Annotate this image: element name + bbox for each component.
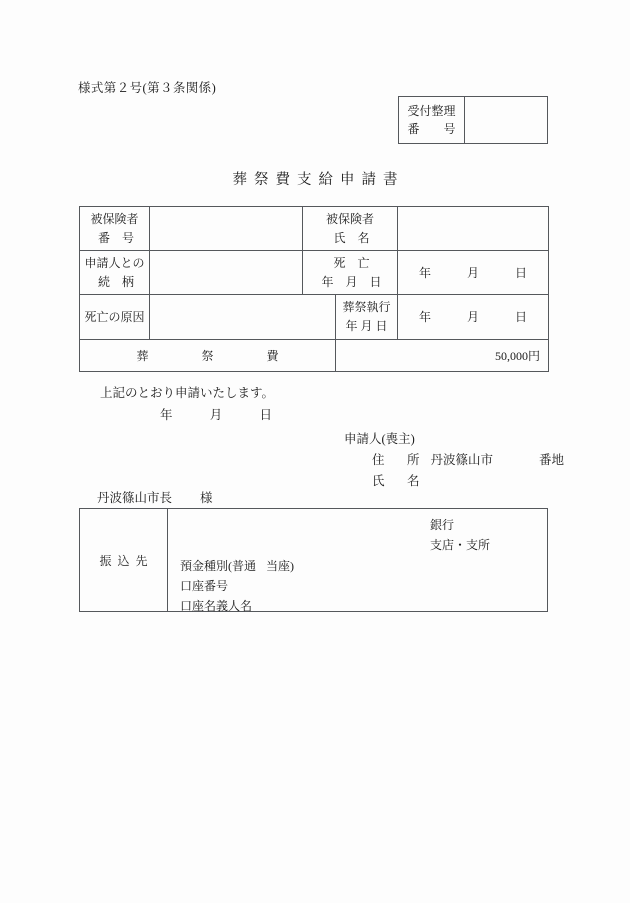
funeral-date-input[interactable] [398, 295, 549, 339]
death-date-day: 日 [514, 266, 527, 281]
insured-number-input[interactable] [150, 207, 303, 251]
funeral-fee-label [80, 339, 336, 371]
cause-of-death-input[interactable] [150, 295, 336, 339]
bank-transfer-fields [168, 509, 547, 611]
declaration-text: 上記のとおり申請いたします。 [100, 386, 275, 400]
death-date-label [303, 251, 398, 295]
funeral-date-label-line2: 年 月 日 [345, 318, 388, 333]
table-row [80, 295, 549, 339]
declaration-date[interactable] [160, 405, 272, 423]
applicant-section-title: 申請人(喪主) [344, 432, 415, 446]
bank-transfer-table [79, 508, 548, 612]
relationship-label-line1: 申請人との [84, 256, 145, 271]
insured-name-label-line2: 氏 名 [333, 230, 370, 245]
insured-name-label [303, 207, 398, 251]
applicant-details-table [79, 206, 549, 372]
account-number-field[interactable]: 口座番号 [180, 579, 229, 593]
declaration-date-year: 年 [160, 408, 173, 422]
relationship-label-line2: 続 柄 [97, 274, 134, 289]
receipt-number-label [399, 97, 465, 143]
funeral-fee-label-char1: 葬 [136, 348, 149, 363]
receipt-number-label-line1: 受付整理 [407, 104, 456, 118]
addressee-honorific: 様 [200, 491, 213, 505]
death-date-year: 年 [419, 266, 432, 281]
insured-number-label [80, 207, 150, 251]
table-row [80, 207, 549, 251]
declaration-date-month: 月 [209, 408, 223, 422]
insured-number-label-line1: 被保険者 [90, 212, 139, 226]
deposit-type-option-current: 当座) [266, 559, 294, 573]
cause-of-death-label: 死亡の原因 [80, 295, 150, 339]
insured-name-label-line1: 被保険者 [326, 212, 375, 226]
bank-transfer-label-text: 振込先 [99, 553, 154, 568]
funeral-date-month: 月 [467, 310, 480, 325]
deposit-type-field[interactable] [180, 556, 547, 576]
insured-number-label-line2: 番 号 [97, 230, 134, 245]
funeral-fee-label-char2: 祭 [201, 348, 214, 363]
applicant-address-city: 丹波篠山市 [430, 453, 494, 467]
applicant-address-row [372, 450, 564, 468]
deposit-type-label: 預金種別(普通 [180, 559, 256, 573]
addressee-line [97, 488, 213, 506]
death-date-input[interactable] [398, 251, 549, 295]
applicant-address-label: 住 所 [372, 453, 425, 467]
table-row [80, 339, 549, 371]
relationship-label [80, 251, 150, 295]
bank-branch-field[interactable]: 支店・支所 [430, 538, 491, 552]
receipt-number-input[interactable] [465, 97, 547, 143]
relationship-input[interactable] [150, 251, 303, 295]
table-row [80, 251, 549, 295]
form-number: 様式第２号(第３条関係) [78, 81, 217, 95]
receipt-number-label-line2: 番 号 [407, 122, 462, 136]
account-holder-field[interactable]: 口座名義人名 [180, 599, 253, 613]
bank-name-field[interactable]: 銀行 [430, 518, 455, 532]
funeral-date-label [336, 295, 398, 339]
applicant-address-banchi: 番地 [539, 453, 565, 467]
receipt-number-box [398, 96, 548, 144]
declaration-date-day: 日 [259, 408, 272, 422]
addressee-mayor: 丹波篠山市長 [97, 491, 173, 505]
funeral-date-year: 年 [419, 310, 432, 325]
death-date-month: 月 [467, 266, 480, 281]
applicant-name-label: 氏 名 [372, 474, 425, 488]
funeral-date-label-line1: 葬祭執行 [342, 300, 391, 315]
death-date-label-line2: 年 月 日 [321, 274, 382, 289]
applicant-name-row [372, 471, 425, 489]
insured-name-input[interactable] [398, 207, 549, 251]
page-title: 葬祭費支給申請書 [232, 172, 405, 188]
bank-transfer-label [80, 509, 168, 611]
funeral-fee-amount: 50,000円 [336, 339, 549, 371]
death-date-label-line1: 死 亡 [333, 256, 370, 271]
funeral-date-day: 日 [514, 310, 527, 325]
funeral-fee-label-char3: 費 [266, 348, 279, 363]
